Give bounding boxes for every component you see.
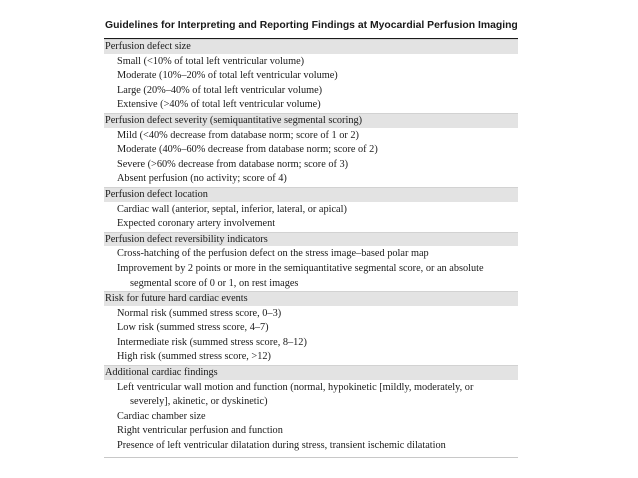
row-text: Cardiac chamber size bbox=[117, 410, 206, 422]
table-row bbox=[104, 98, 518, 113]
row-text: Low risk (summed stress score, 4–7) bbox=[117, 322, 269, 334]
table-title: Guidelines for Interpreting and Reporting Findings at Myocardial Perfusion Imaging bbox=[105, 20, 518, 31]
section-header: Perfusion defect location bbox=[104, 187, 518, 202]
table-row bbox=[104, 202, 518, 218]
table-row bbox=[104, 128, 518, 144]
table-row bbox=[104, 350, 518, 365]
table-body bbox=[104, 39, 518, 454]
row-text: Extensive (>40% of total left ventricular volume) bbox=[117, 99, 321, 111]
table-row bbox=[104, 69, 518, 84]
row-text: Small (<10% of total left ventricular volume) bbox=[117, 55, 305, 67]
table-row bbox=[104, 84, 518, 99]
row-text-continuation: segmental score of 0 or 1, on rest images bbox=[130, 277, 299, 289]
row-text: Intermediate risk (summed stress score, 8–12) bbox=[117, 336, 307, 348]
section-header: Perfusion defect severity (semiquantitative segmental scoring) bbox=[104, 113, 518, 128]
row-text: Right ventricular perfusion and function bbox=[117, 425, 283, 437]
table-row bbox=[104, 336, 518, 351]
row-text: Left ventricular wall motion and function (normal, hypokinetic [mildly, moderately, or bbox=[117, 381, 474, 393]
table-row bbox=[104, 262, 518, 291]
table-row bbox=[104, 172, 518, 187]
row-text: Presence of left ventricular dilatation during stress, transient ischemic dilatation bbox=[117, 440, 446, 452]
table-row bbox=[104, 217, 518, 232]
row-text: Cross-hatching of the perfusion defect on the stress image–based polar map bbox=[117, 248, 429, 260]
table-row bbox=[104, 143, 518, 158]
table-row bbox=[104, 306, 518, 322]
table-row bbox=[104, 321, 518, 336]
row-text: High risk (summed stress score, >12) bbox=[117, 351, 271, 363]
table-row bbox=[104, 380, 518, 410]
row-text-continuation: severely], akinetic, or dyskinetic) bbox=[130, 396, 268, 408]
row-text: Normal risk (summed stress score, 0–3) bbox=[117, 307, 282, 319]
row-text: Large (20%–40% of total left ventricular volume) bbox=[117, 84, 323, 96]
table-row bbox=[104, 158, 518, 173]
row-text: Moderate (10%–20% of total left ventricular volume) bbox=[117, 70, 338, 82]
row-text: Absent perfusion (no activity; score of 4) bbox=[117, 173, 287, 185]
section-header: Perfusion defect reversibility indicators bbox=[104, 232, 518, 247]
bottom-rule bbox=[104, 457, 518, 458]
table-row bbox=[104, 410, 518, 425]
row-text: Improvement by 2 points or more in the semiquantitative segmental score, or an absolute bbox=[117, 262, 484, 274]
section-header: Additional cardiac findings bbox=[104, 365, 518, 380]
row-text: Severe (>60% decrease from database norm; score of 3) bbox=[117, 158, 349, 170]
row-text: Cardiac wall (anterior, septal, inferior, lateral, or apical) bbox=[117, 203, 347, 215]
section-header: Risk for future hard cardiac events bbox=[104, 291, 518, 306]
row-text: Expected coronary artery involvement bbox=[117, 218, 276, 230]
guidelines-table bbox=[104, 18, 518, 458]
section-header: Perfusion defect size bbox=[104, 39, 518, 54]
row-text: Moderate (40%–60% decrease from database norm; score of 2) bbox=[117, 144, 378, 156]
table-row bbox=[104, 424, 518, 439]
table-row bbox=[104, 246, 518, 262]
table-row bbox=[104, 54, 518, 70]
row-text: Mild (<40% decrease from database norm; score of 1 or 2) bbox=[117, 129, 359, 141]
table-row bbox=[104, 439, 518, 454]
